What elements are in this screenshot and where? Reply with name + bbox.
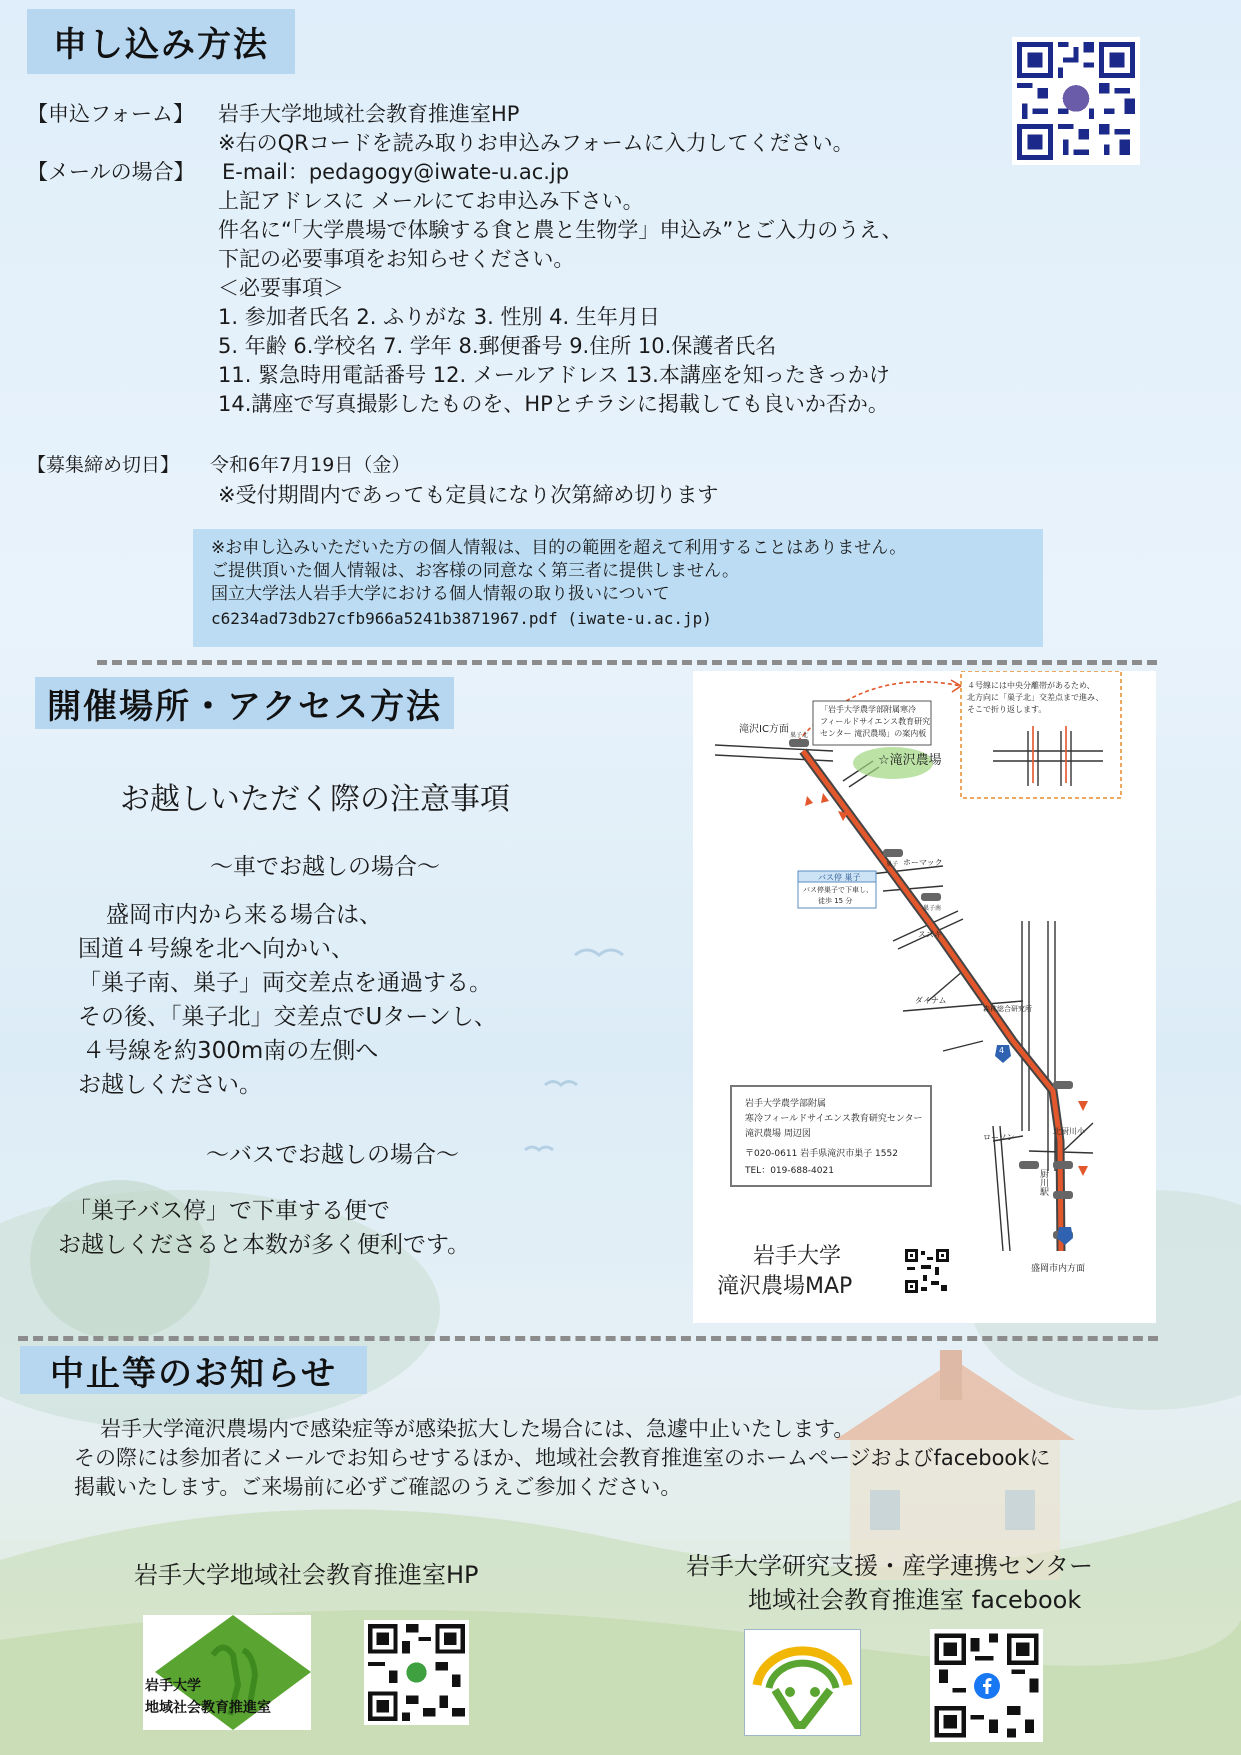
bus-line-2: お越しくださると本数が多く便利です。	[58, 1232, 471, 1258]
map-info-line-1: 岩手大学農学部附属	[745, 1099, 827, 1109]
map-label-bus-stop: バス停 巣子	[818, 873, 861, 882]
privacy-line-3: 国立大学法人岩手大学における個人情報の取り扱いについて	[211, 584, 670, 604]
car-title: ～車でお越しの場合～	[210, 854, 440, 880]
deadline-label: 【募集締め切日】	[27, 454, 180, 476]
apply-section-title: 申し込み方法	[27, 9, 295, 74]
car-line-5: ４号線を約300m南の左側へ	[82, 1038, 379, 1064]
mail-instruction: 上記アドレスに メールにてお申込み下さい。	[218, 189, 644, 213]
map-label-south: 盛岡市内方面	[1031, 1264, 1086, 1274]
map-caption-1: 岩手大学	[753, 1244, 842, 1269]
map-label-homemac: ホーマック	[903, 858, 943, 867]
map-label-ic: 滝沢IC方面	[739, 724, 789, 735]
deadline-date: 令和6年7月19日（金）	[210, 454, 411, 476]
privacy-pdf-link[interactable]: c6234ad73db27cfb966a5241b3871967.pdf (iwate-u.ac.jp)	[211, 609, 712, 628]
car-line-4: その後、「巣子北」交差点でUターンし、	[78, 1004, 497, 1030]
map-info-line-5: TEL：019-688-4021	[745, 1166, 834, 1176]
cancel-line-1: 岩手大学滝沢農場内で感染症等が感染拡大した場合には、急遽中止いたします。	[100, 1417, 855, 1441]
privacy-line-1: ※お申し込みいただいた方の個人情報は、目的の範囲を超えて利用することはありません。	[211, 538, 907, 558]
map-info-line-3: 滝沢農場 周辺図	[745, 1129, 811, 1139]
access-map	[693, 671, 1156, 1323]
map-inset-line-2: 北方向に「巣子北」交差点まで進み、	[967, 693, 1104, 702]
map-label-suzuki: スズキ	[918, 930, 942, 939]
divider-2	[18, 1336, 1158, 1341]
car-line-3: 「巣子南、巣子」両交差点を通過する。	[78, 970, 492, 996]
map-route-number: 4	[999, 1046, 1005, 1055]
qr-code-icon	[1012, 37, 1140, 165]
privacy-notice-box	[193, 529, 1043, 647]
map-caption-2: 滝沢農場MAP	[717, 1274, 853, 1299]
qr-code-icon	[364, 1620, 469, 1725]
map-label-forest: 森林総合研究所	[983, 1005, 1032, 1013]
apply-form-qr-code[interactable]	[1012, 37, 1140, 165]
map-bus-note-1: バス停巣子で下車し、	[803, 886, 873, 894]
mail-notice: 下記の必要事項をお知らせください。	[218, 247, 575, 271]
mail-label: 【メールの場合】	[27, 160, 195, 184]
divider-1	[97, 660, 1157, 665]
car-line-2: 国道４号線を北へ向かい、	[78, 936, 354, 962]
form-text: 岩手大学地域社会教育推進室HP	[218, 102, 520, 126]
cancel-section-title: 中止等のお知らせ	[20, 1346, 367, 1394]
cancel-line-2: その際には参加者にメールでお知らせするほか、地域社会教育推進室のホームページおよびfacebookに	[74, 1446, 1051, 1470]
notice-title: お越しいただく際の注意事項	[120, 782, 510, 817]
fb-label-2: 地域社会教育推進室 facebook	[748, 1586, 1082, 1614]
bus-title: ～バスでお越しの場合～	[206, 1142, 459, 1168]
map-info-line-4: 〒020-0611 岩手県滝沢市巣子 1552	[745, 1149, 898, 1159]
map-bus-note-2: 徒歩 15 分	[818, 897, 853, 905]
map-label-sign-1: 「岩手大学農学部附属寒冷	[820, 705, 916, 714]
map-label-sign-3: センター 滝沢農場」の案内板	[820, 729, 927, 738]
form-label: 【申込フォーム】	[27, 102, 194, 126]
map-label-station: 厨川駅	[1038, 1169, 1048, 1196]
logo-text-1: 岩手大学	[145, 1678, 201, 1694]
required-heading: ＜必要事項＞	[218, 276, 344, 300]
map-label-sub: 巣子	[886, 861, 899, 868]
map-label-sign-2: フィールドサイエンス教育研究	[820, 717, 931, 726]
fb-qr-code[interactable]	[930, 1629, 1043, 1742]
map-label-dynam: ダイナム	[915, 996, 947, 1005]
access-section-title: 開催場所・アクセス方法	[35, 677, 454, 729]
required-items-3: 11. 緊急時用電話番号 12. メールアドレス 13.本講座を知ったきっかけ	[218, 363, 890, 387]
bus-line-1: 「巣子バス停」で下車する便で	[68, 1198, 390, 1224]
fb-label-1: 岩手大学研究支援・産学連携センター	[686, 1552, 1094, 1580]
map-label-lawson: ローソン	[983, 1133, 1015, 1142]
hp-label: 岩手大学地域社会教育推進室HP	[134, 1561, 479, 1589]
privacy-line-2: ご提供頂いた個人情報は、お客様の同意なく第三者に提供しません。	[211, 561, 740, 581]
rainbow-people-logo-icon	[745, 1630, 860, 1735]
required-items-2: 5. 年齢 6.学校名 7. 学年 8.郵便番号 9.住所 10.保護者氏名	[218, 334, 777, 358]
map-label-farm: ☆滝沢農場	[878, 753, 942, 768]
mail-address[interactable]: E-mail：pedagogy@iwate-u.ac.jp	[222, 160, 570, 184]
facebook-icon	[973, 1672, 1001, 1700]
center-logo[interactable]	[744, 1629, 861, 1736]
map-label-school: 北厨川小	[1053, 1127, 1085, 1136]
map-info-line-2: 寒冷フィールドサイエンス教育研究センター	[745, 1114, 923, 1124]
map-inset-line-1: ４号線には中央分離帯があるため、	[967, 681, 1095, 690]
car-line-1: 盛岡市内から来る場合は、	[106, 902, 382, 928]
required-items-4: 14.講座で写真撮影したものを、HPとチラシに掲載しても良いか否か。	[218, 392, 889, 416]
cancel-line-3: 掲載いたします。ご来場前に必ずご確認のうえご参加ください。	[74, 1475, 682, 1499]
mail-subject: 件名に“「大学農場で体験する食と農と生物学」申込み”とご入力のうえ、	[218, 218, 903, 242]
car-line-6: お越しください。	[78, 1072, 262, 1098]
map-label-sub-n: 巣子北	[790, 732, 809, 739]
deadline-note: ※受付期間内であっても定員になり次第締め切ります	[218, 483, 719, 507]
logo-text-2: 地域社会教育推進室	[145, 1700, 271, 1716]
required-items-1: 1. 参加者氏名 2. ふりがな 3. 性別 4. 生年月日	[218, 305, 660, 329]
form-note: ※右のQRコードを読み取りお申込みフォームに入力してください。	[218, 131, 854, 155]
office-logo[interactable]	[143, 1615, 311, 1730]
hp-qr-code[interactable]	[364, 1620, 469, 1725]
map-inset-line-3: そこで折り返します。	[967, 705, 1047, 714]
map-label-sub-s: 巣子南	[923, 905, 942, 912]
